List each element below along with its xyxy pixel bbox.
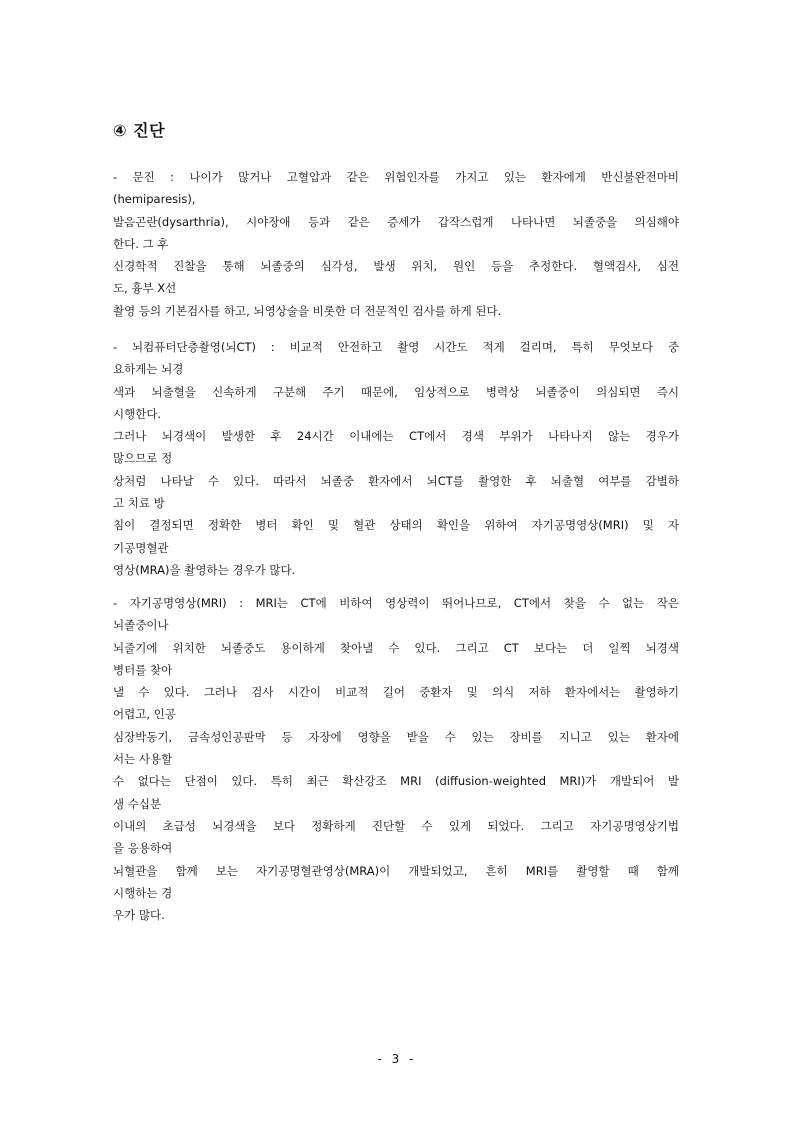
text-line: 을 응용하여: [113, 841, 173, 856]
text-line: 영상(MRA)을 촬영하는 경우가 많다.: [113, 562, 296, 577]
text-line: 촬영 등의 기본검사를 하고, 뇌영상술을 비롯한 더 전문적인 검사를 하게 된다.: [113, 303, 502, 318]
text-line: 그러나 뇌경색이 발생한 후 24시간 이내에는 CT에서 경색 부위가 나타나지 않는 경우가: [113, 429, 679, 444]
text-line: 도, 흉부 X선: [113, 281, 177, 296]
text-line: 기공명혈관: [113, 540, 169, 555]
text-line: 수 없다는 단점이 있다. 특히 최근 확산강조 MRI (diffusion-weighted MRI)가 개발되어 발: [113, 774, 679, 789]
text-line: 어렵고, 인공: [113, 707, 176, 722]
text-line: 침이 결정되면 정확한 병터 확인 및 혈관 상태의 확인을 위하여 자기공명영상(MRI) 및 자: [113, 518, 679, 533]
text-line: 시행한다.: [113, 406, 162, 421]
paragraph-brain-ct: [113, 336, 679, 581]
text-line: 서는 사용할: [113, 752, 173, 767]
text-line: 병터를 찾아: [113, 662, 173, 677]
page-number: - 3 -: [377, 1052, 417, 1066]
text-line: 이내의 초급성 뇌경색을 보다 정확하게 진단할 수 있게 되었다. 그리고 자기공명영상기법: [113, 818, 679, 833]
text-line: 색과 뇌출혈을 신속하게 구분해 주기 때문에, 임상적으로 병력상 뇌졸중이 의심되면 즉시: [113, 384, 679, 399]
text-line: 시행하는 경: [113, 885, 173, 900]
section-heading: ④ 진단: [113, 121, 166, 140]
text-line: - 뇌컴퓨터단층촬영(뇌CT) : 비교적 안전하고 촬영 시간도 적게 걸리며, 특히 무엇보다 중: [113, 340, 679, 354]
text-line: 심장박동기, 금속성인공판막 등 자장에 영향을 받을 수 있는 장비를 지니고 있는 환자에: [113, 729, 679, 744]
text-line: 뇌혈관을 함께 보는 자기공명혈관영상(MRA)이 개발되었고, 흔히 MRI를 촬영할 때 함께: [113, 863, 679, 878]
text-line: 생 수십분: [113, 796, 162, 811]
text-line: 요하게는 뇌경: [113, 362, 184, 377]
paragraph-mri: [113, 592, 679, 926]
text-line: 상처럼 나타날 수 있다. 따라서 뇌졸중 환자에서 뇌CT를 촬영한 후 뇌출혈 여부를 감별하: [113, 473, 679, 488]
text-line: (hemiparesis),: [113, 192, 196, 207]
text-line: - 문진 : 나이가 많거나 고혈압과 같은 위험인자를 가지고 있는 환자에게 반신불완전마비: [113, 170, 679, 184]
paragraph-interview: [113, 166, 679, 322]
text-line: 우가 많다.: [113, 908, 165, 923]
text-line: 많으므로 정: [113, 451, 173, 466]
text-line: 고 치료 방: [113, 496, 165, 511]
text-line: 발음곤란(dysarthria), 시야장애 등과 같은 증세가 갑작스럽게 나타나면 뇌졸중을 의심해야: [113, 214, 679, 229]
text-line: 신경학적 진찰을 통해 뇌졸중의 심각성, 발생 위치, 원인 등을 추정한다. 혈액검사, 심전: [113, 259, 679, 274]
text-line: 뇌줄기에 위치한 뇌졸중도 용이하게 찾아낼 수 있다. 그리고 CT 보다는 더 일찍 뇌경색: [113, 640, 679, 655]
text-line: 뇌졸중이나: [113, 618, 169, 633]
text-line: - 자기공명영상(MRI) : MRI는 CT에 비하여 영상력이 뛰어나므로, CT에서 찾을 수 없는 작은: [113, 596, 679, 610]
text-line: 한다. 그 후: [113, 236, 169, 251]
text-line: 낼 수 있다. 그러나 검사 시간이 비교적 길어 중환자 및 의식 저하 환자에서는 촬영하기: [113, 685, 679, 700]
